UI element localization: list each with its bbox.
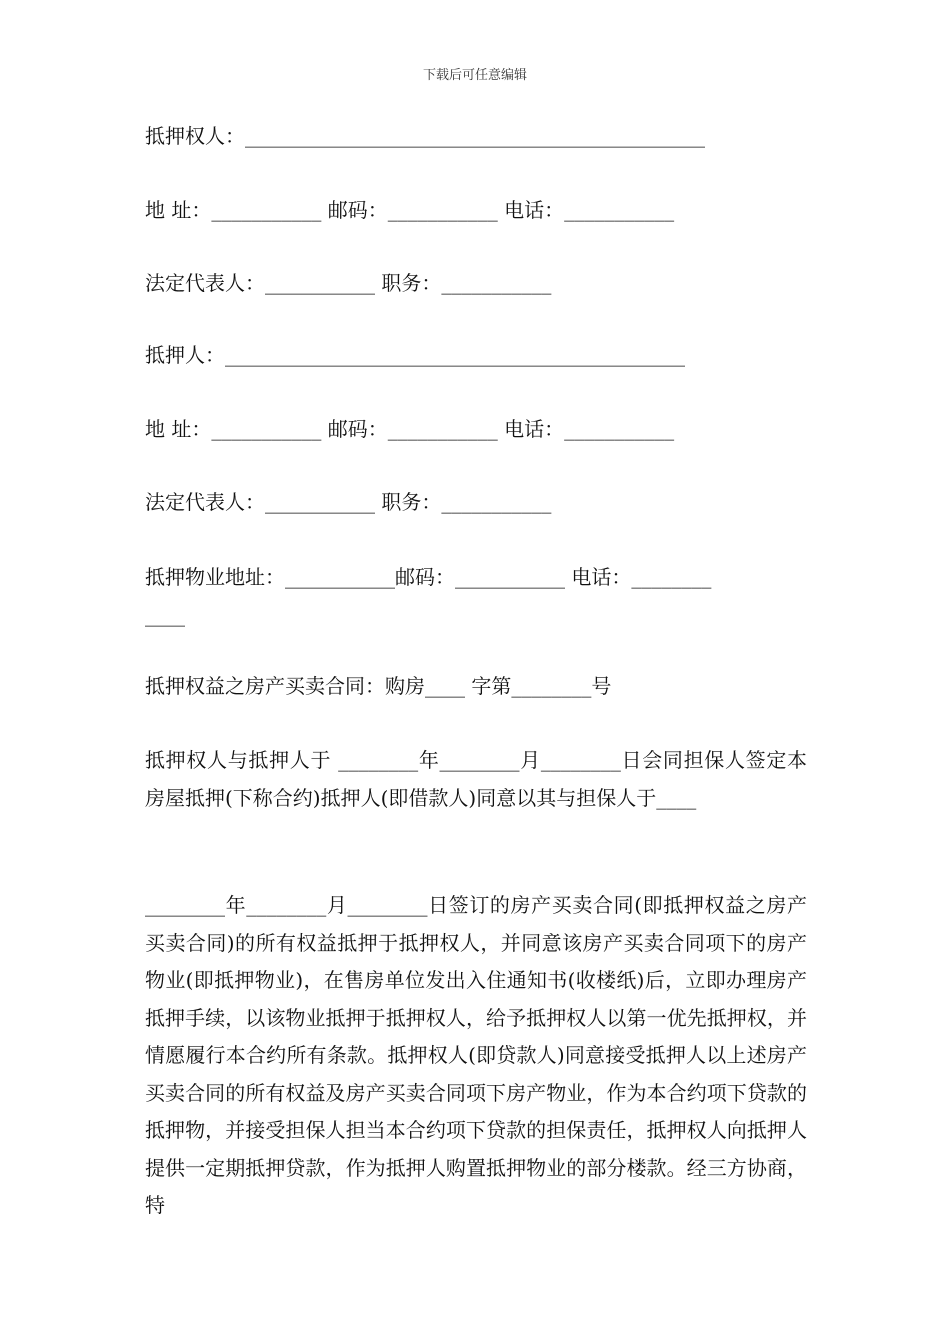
property-address-continuation: ____ (145, 603, 185, 627)
mortgagee-address-line: 地 址：___________ 邮码：___________ 电话：___________ (145, 198, 675, 222)
mortgagor-address-line: 地 址：___________ 邮码：___________ 电话：___________ (145, 417, 675, 441)
mortgagee-line: 抵押权人：______________________________________________ (145, 124, 705, 148)
agreement-intro-paragraph (145, 742, 807, 817)
mortgagee-representative-line: 法定代表人：___________ 职务：___________ (145, 271, 552, 295)
agreement-body-text: ________年________月________日签订的房产买卖合同(即抵押权益之房产买卖合同)的所有权益抵押于抵押权人，并同意该房产买卖合同项下的房产物业(即抵押物业)，在售房单位发出入住通知书(收楼纸)后，立即办理房产抵押手续，以该物业抵押于抵押权人，给予抵押权人以第一优先抵押权，并情愿履行本合约所有条款。抵押权人(即贷款人)同意接受抵押人以上述房产买卖合同的所有权益及房产买卖合同项下房产物业，作为本合约项下贷款的抵押物，并接受担保人担当本合约项下贷款的担保责任，抵押权人向抵押人提供一定期抵押贷款，作为抵押人购置抵押物业的部分楼款。经三方协商，特 (145, 893, 807, 1217)
agreement-intro-text: 抵押权人与抵押人于 ________年________月________日会同担保人签定本房屋抵押(下称合约)抵押人(即借款人)同意以其与担保人于____ (145, 748, 807, 810)
sale-contract-line: 抵押权益之房产买卖合同：购房____ 字第________号 (145, 674, 612, 698)
property-address-line: 抵押物业地址：___________邮码：___________ 电话：________ (145, 565, 712, 589)
mortgagor-representative-line: 法定代表人：___________ 职务：___________ (145, 490, 552, 514)
mortgagor-line: 抵押人：______________________________________________ (145, 343, 685, 367)
page-header-note: 下载后可任意编辑 (422, 68, 527, 83)
agreement-body-paragraph (145, 887, 807, 1225)
